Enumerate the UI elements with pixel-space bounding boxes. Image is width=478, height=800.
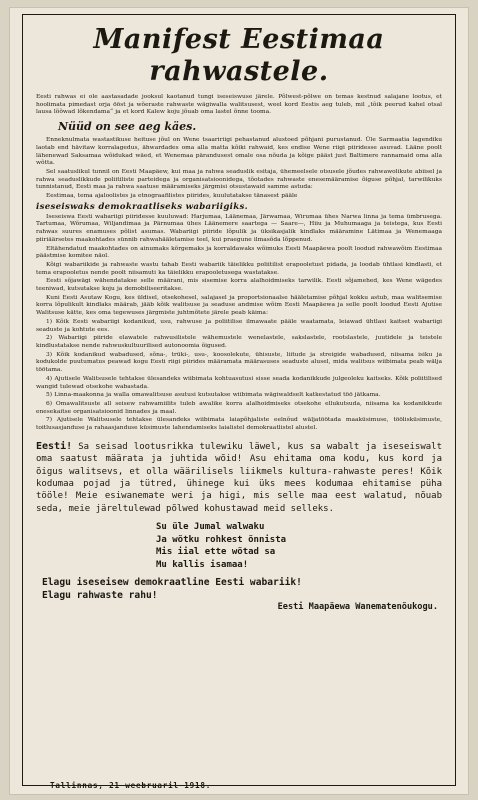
- intro-paragraph: Eesti rahwas ei ole aastasadade jooksul kaotanud tungi iseseiswuse järele. Põlwest-põlwe on temas kestnud salajane lootus, et hoolimata pimedast orja ööst ja wõeraste rahwaste wägiwalla walitsusest, weel kord Eestis aeg tuleb, mil „tõik peerud kahel otsal lausa lõõwad lõkendama“ ja et kord Kalew koju jõuab oma lastel õnne tooma.: [36, 94, 442, 116]
- body-paragraph: Iseseiswa Eesti wabariigi piiridesse kuuluwad: Harjumaa, Läänemaa, Järwamaa, Wirumaa ühes Narwa linna ja tema ümbrusega. Tartumaa, Wõrumaa, Wiljandimaa ja Pärnumaa ühes Läänemere saartega — Saare—, Hiiu ja Muhumaaga ja teistega, kus Eesti rahwas suures enamuses põlist asumas. Wabariigi piiride lõpulik ja üksikasjalik kindlaks määramine Lätimaa ja Wenemaaga piiriäärsetes maakohtades sünnib rahwahääletamise teel, kui praegune ilmasõda lõppenud.: [36, 213, 442, 243]
- body-paragraph: Eesti sõjawägi wähendatakse selle määrani, mis sisemise korra alalhoidmiseks tarwilik. Eesti sõjamehed, kes Wene wägedes teeniwad, kutsutakse koju ja demobiliseeritakse.: [36, 278, 442, 293]
- numbered-point: 1) Kõik Eesti wabariigi kodanikud, usu, rahwuse ja poliitilise ilmawaate pääle waatamata, leiawad ühtlasi kaitset wabariigi seaduste ja kohtute ees.: [36, 318, 442, 333]
- signature: Eesti Maapäewa Wanematenõukogu.: [277, 602, 438, 613]
- slogan-line: Elagu iseseisew demokraatline Eesti wabariik!: [42, 577, 302, 589]
- subheading: Nüüd on see aeg käes.: [58, 120, 197, 134]
- verse-line: Su üle Jumal walwaku: [156, 522, 265, 533]
- slogan-line: Elagu rahwaste rahu!: [42, 589, 158, 601]
- numbered-point: 4) Ajutisele Walitsusele tehtakse ülesandeks wiibimata kohtuasutusi sisse seada kodanikkude julgeoleku kaitseks. Kõik poliitilised wangid tulewad otsekohe wabastada.: [36, 375, 442, 390]
- document-sheet: [10, 8, 468, 794]
- numbered-point: 7) Ajutisele Walitsusele tehtakse ülesandeks wiibimata laiapõhjaliste eelnõud wäljatöötada maaküsimuse, töölisküsimuste, toitlusasjanduse ja rahaasjanduse küsimuste lahendamiseks laialistel demokraatlistel alustel.: [36, 417, 442, 432]
- body-paragraph: Kõigi wabariikide ja rahwaste wastu tahab Eesti wabariik täielikku poliitilist erapooletust pidada, ja loodab ühtlasi kindlasti, et tema erapooletus nende poolt niisamuti ka täielikku erapooletusega wastatakse.: [36, 261, 442, 276]
- body-paragraph: Eltähendatud maakohtades on ainumaks kõrgemaks ja korraldawaks wõimuks Eesti Maapäewa poolt loodud rahwawõim Eestimaa päästmise komitee näol.: [36, 245, 442, 260]
- appeal-lead: Eesti!: [36, 440, 73, 452]
- verse-line: Mis iial ette wõtad sa: [156, 547, 276, 558]
- body-paragraph: Enneknulmata wastastikuse heituse jõul on Wene tsaaririigi pehastanud alustoed põhjani purustanud. Üle Sarmaatia lagendiku laotab end hävitaw korralagedus, ähwardades oma alla matta kõiki rahwaid, kes endise Wene riigi piiridesse asuvad. Lääne poolt lähenewad Saksamaa wõidukad wäed, et Wenemaa pärandusest omale osa nõuda ja kõige pääst just Baltimere rannamaid oma alla wõtta.: [36, 137, 442, 167]
- appeal-paragraph: [36, 441, 442, 515]
- verse-line: Ja wõtku rohkest õnnista: [156, 534, 287, 545]
- appeal-text: Sa seisad lootusrikka tulewiku läwel, kus sa wabalt ja iseseiswalt oma saatust määrata ja juhtida wõid! Asu ehitama oma kodu, kus kord ja õigus walitsevs, et olla wäärilisels liikmels kultura-rahwaste peres! Kõik kodumaa pojad ja tütred, ühinege kui üks mees kodumaa ehitamise püha tööle! Meie esiwanemate weri ja higi, mis selle maa eest walatud, nõuab seda, meie järeltulewad põlwed kohustawad meid selleks.: [36, 441, 442, 514]
- place-date: Tallinnas, 21 weebruaril 1918.: [50, 781, 212, 790]
- body-paragraph: Kuni Eesti Asutaw Kogu, kes üldisel, otsekohesel, salajasel ja proportsionaalse hääletamise põhjal kokku astub, maa walitsemise korra lõpulikult kindlaks määrab, jääb kõik walitsuse ja seaduse andmise wõim Eesti Maapäewa ja selle poolt loodud Eesti Ajutise Walitsuse kätte, kes oma tegewuses järgmiste juhtmõtete järele peab käima:: [36, 294, 442, 317]
- body-paragraph: Sel saatuslikul tunnil on Eesti Maapäew, kui maa ja rahwa seaduslik esitaja, ühemeelsele otsusele jõudes rahwawolikute abiisel ja rahwa seaduslikkude poliitiliste parteidega ja organisatsioonidega, tõotades rahwaste enesemääramise õiguse põhjal, tarwilikuks tunnistanud, Eesti maa ja rahwa saatuse määramiseks järgmisi otsustawaid samme astuda:: [36, 168, 442, 191]
- manifest-content: [36, 22, 442, 613]
- body-paragraph: Eestimaa, tema ajaloolistes ja etnograafilistes piirides, kuulutatakse tänasest pääle: [46, 193, 298, 200]
- numbered-point: 3) Kõik kodanikud wabadused, sõna-, trüki-, usu-, koosolekute, ühisuste, liitude ja streigide wabadused, niisama isiku ja kodukolde puutumatus peawad kogu Eesti riigi piirides määramata määrasuses seaduste alusel, mida walitsus wiibimata peab wälja töötama.: [36, 351, 442, 374]
- manifest-title: Manifest Eestimaa rahwastele.: [93, 24, 385, 87]
- numbered-point: 6) Omawalitsuste all seisew rahwamiilits tuleb awalike korra alalhoidmiseks otsekohe ellukutsuda, niisama ka kodanikkude enesekaitse organisatsioonid linnades ja maal.: [36, 400, 442, 415]
- closing-slogans: [42, 577, 442, 602]
- republic-headline: iseseiswaks demokraatliseks wabariigiks.: [36, 201, 248, 212]
- numbered-point: 5) Linna-maakonna ja walla omawalitsuse asutusi kutsutakse wiibimata wägiwaldselt katkestatud töö jätkama.: [46, 392, 381, 399]
- anthem-verse: [156, 521, 442, 571]
- verse-line: Mu kallis isamaa!: [156, 559, 249, 570]
- numbered-point: 2) Wabariigi piiride elawatele rahwusilistele wähemustele wenelastele, sakslastele, rootslastele, juutidele ja teistele kindlustatakse nende rahwuskultuurilised autonoomia õigused.: [36, 335, 442, 349]
